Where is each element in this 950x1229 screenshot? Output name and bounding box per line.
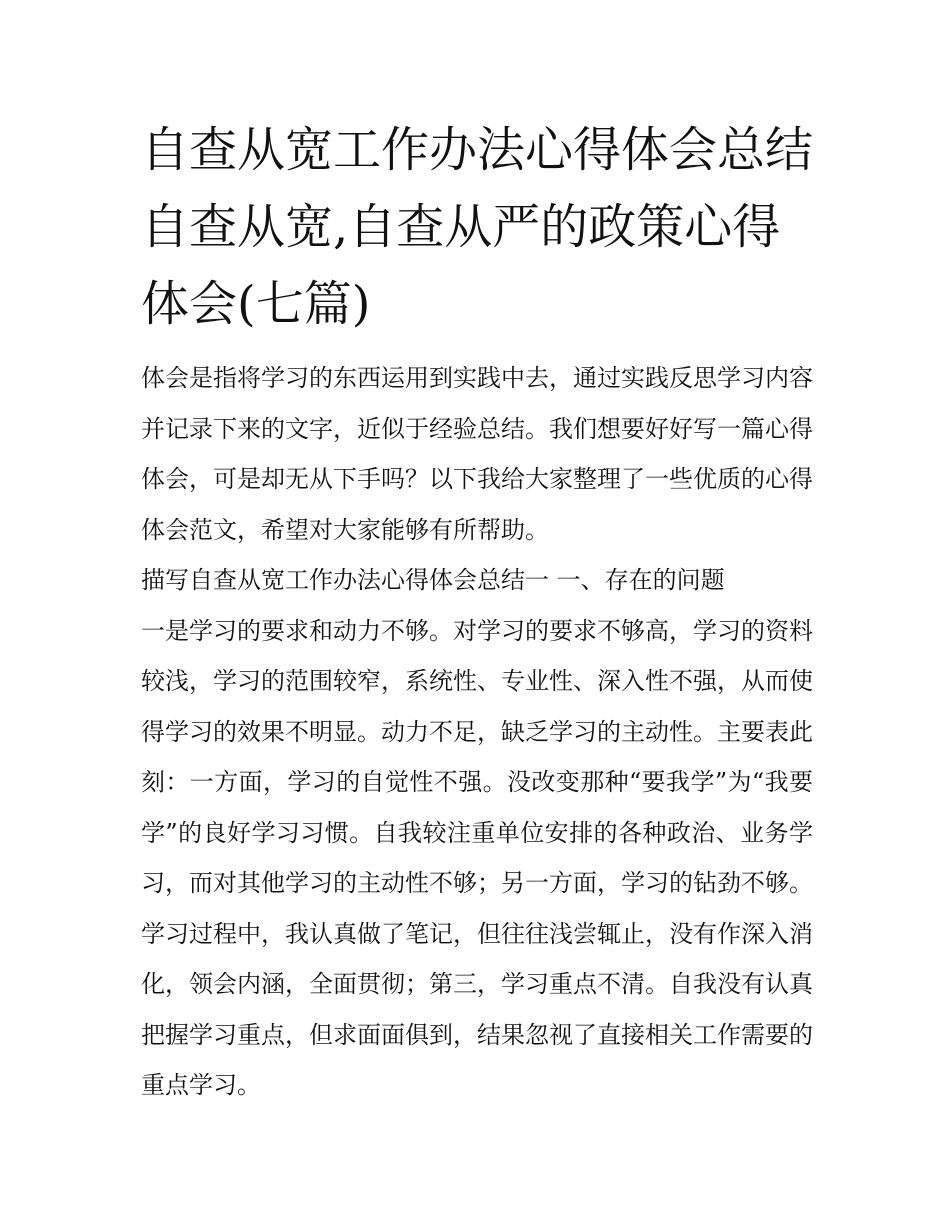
intro-paragraph: 体会是指将学习的东西运用到实践中去，通过实践反思学习内容并记录下来的文字，近似于经验总结。我们想要好好写一篇心得体会，可是却无从下手吗？以下我给大家整理了一些优质的心得体会范文，希望对大家能够有所帮助。 <box>141 364 813 544</box>
document-content <box>141 112 813 1111</box>
section-body-paragraph: 一是学习的要求和动力不够。对学习的要求不够高，学习的资料较浅，学习的范围较窄，系统性、专业性、深入性不强，从而使得学习的效果不明显。动力不足，缺乏学习的主动性。主要表此刻：一方面，学习的自觉性不强。没改变那种“要我学”为“我要学”的良好学习习惯。自我较注重单位安排的各种政治、业务学习，而对其他学习的主动性不够；另一方面，学习的钻劲不够。学习过程中，我认真做了笔记，但往往浅尝辄止，没有作深入消化，领会内涵，全面贯彻；第三，学习重点不清。自我没有认真把握学习重点，但求面面俱到，结果忽视了直接相关工作需要的重点学习。 <box>141 616 813 1099</box>
section-heading: 描写自查从宽工作办法心得体会总结一 一、存在的问题 <box>141 566 725 594</box>
document-title: 自查从宽工作办法心得体会总结 自查从宽,自查从严的政策心得体会(七篇) <box>141 122 814 332</box>
